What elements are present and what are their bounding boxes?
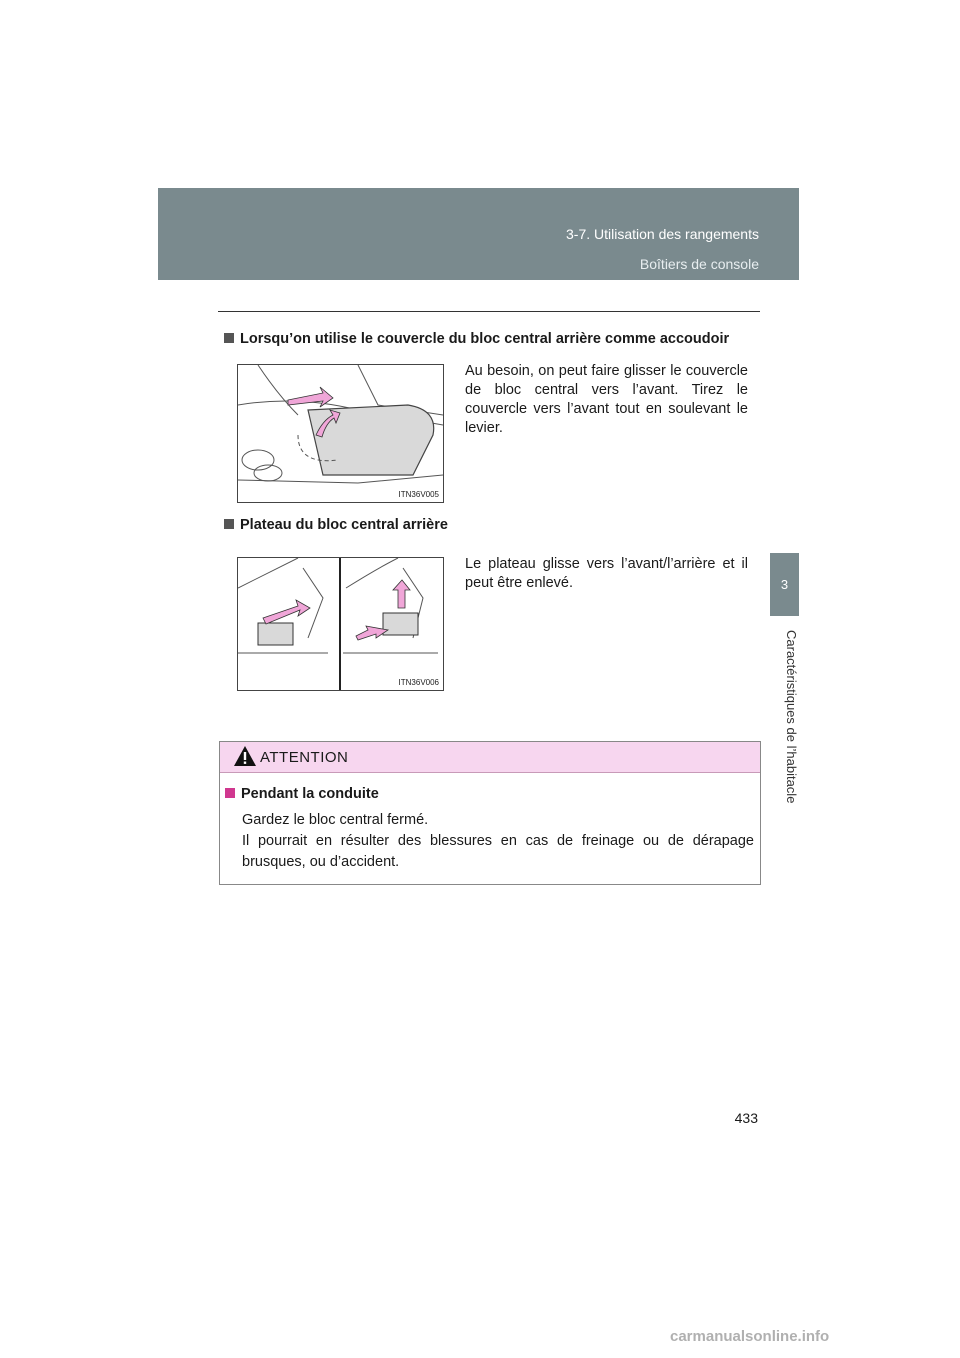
figure-code: ITN36V006 [398,678,439,687]
section-heading-tray: Plateau du bloc central arrière [224,517,448,533]
figure-tray [237,557,444,691]
section-text-tray: Le plateau glisse vers l’avant/l’arrière et il peut être enlevé. [465,556,748,591]
subsection-title: Boîtiers de console [639,256,759,272]
chapter-tab[interactable]: 3 [770,553,799,616]
warning-triangle-icon [233,745,257,767]
page-number: 433 [734,1110,758,1126]
warning-line: Gardez le bloc central fermé. [242,812,429,828]
bullet-square-icon [224,333,234,343]
warning-header [220,742,760,773]
watermark: carmanualsonline.info [670,1328,830,1345]
header-bar [158,188,799,280]
section-heading-armrest: Lorsqu’on utilise le couvercle du bloc central arrière comme accoudoir [224,331,729,347]
warning-title: ATTENTION [260,749,349,766]
chapter-label: Caractéristiques de l’habitacle [784,630,799,804]
figure-armrest [237,364,444,503]
warning-subheading: Pendant la conduite [225,786,379,802]
bullet-square-icon [225,788,235,798]
section-title: 3-7. Utilisation des rangements [566,226,759,242]
warning-box [219,741,761,885]
bullet-square-icon [224,519,234,529]
warning-text [242,810,754,873]
divider [218,311,760,312]
warning-line: Il pourrait en résulter des blessures en cas de freinage ou de dérapage brusques, ou d’accident. [242,833,754,870]
figure-code: ITN36V005 [398,490,439,499]
section-text-armrest: Au besoin, on peut faire glisser le couvercle de bloc central vers l’avant. Tirez le couvercle vers l’avant tout en soulevant le levier. [465,363,748,436]
